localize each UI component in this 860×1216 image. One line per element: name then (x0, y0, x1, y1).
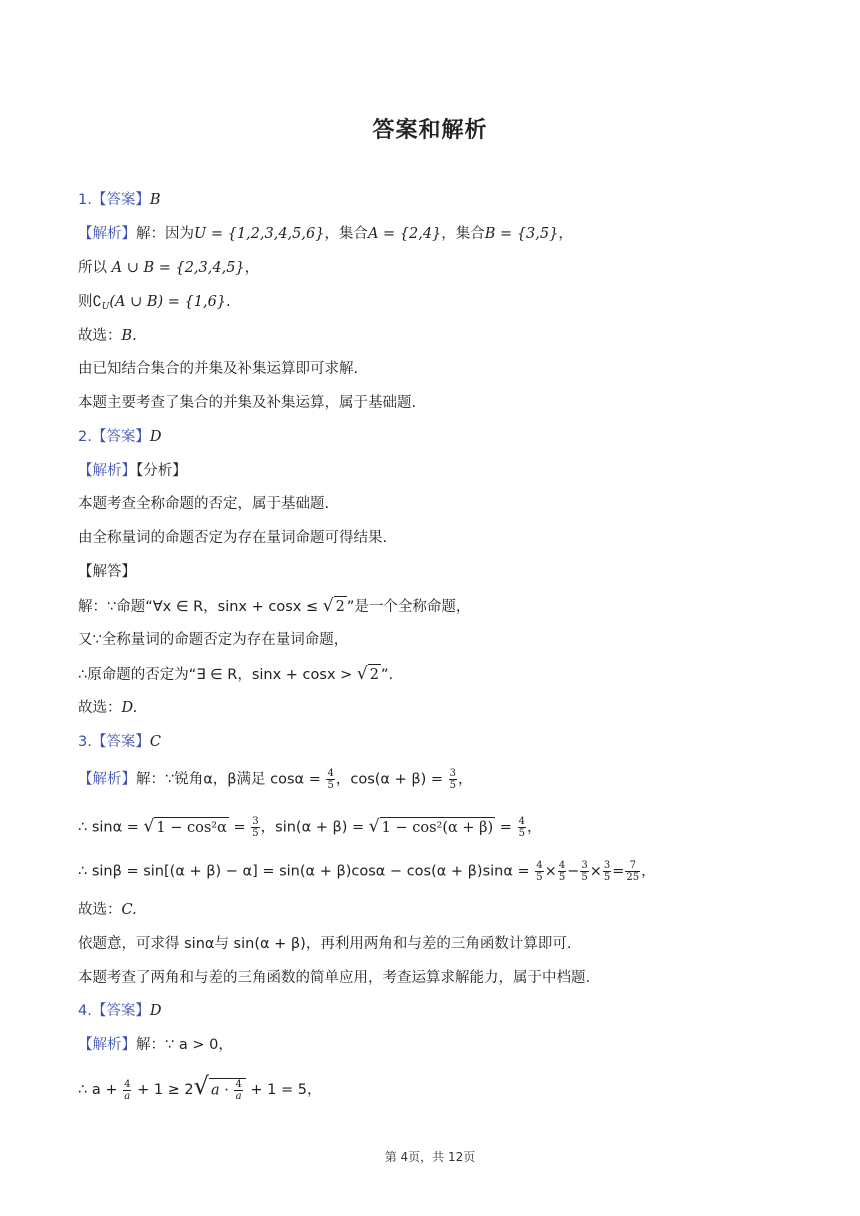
math: a · (210, 1082, 234, 1098)
text: + 1 = 5， (245, 1082, 322, 1098)
text: ”是一个全称命题， (346, 599, 471, 615)
numerator: 3 (252, 816, 259, 827)
q2-negation-rule-line: 又∵全称量词的命题否定为存在量词命题， (78, 632, 349, 648)
q3-analysis-line (78, 768, 473, 791)
math: U = {1,2,3,4,5,6} (194, 226, 325, 242)
fraction (326, 768, 334, 791)
text: ，sin(α + β) = (260, 819, 369, 836)
q3-sinbeta-line (78, 860, 656, 883)
radical-icon: √ (356, 664, 368, 684)
radicand (209, 1078, 246, 1102)
text: ”. (380, 667, 394, 683)
q3-note-line: 依题意，可求得 sinα与 sin(α + β)，再利用两角和与差的三角函数计算即可. (78, 936, 572, 952)
denominator: 5 (581, 872, 588, 883)
math: B = {3,5} (484, 226, 559, 242)
q2-proposition-line (78, 596, 470, 617)
operator: − (567, 863, 580, 880)
analysis-tag: 【解析】 (78, 771, 136, 788)
text: = (228, 819, 251, 836)
denominator: 5 (449, 780, 456, 791)
math: 1 − cos²(α + β) (380, 817, 496, 838)
fraction (518, 816, 526, 839)
q2-note1-line: 本题考查全称命题的否定，属于基础题. (78, 496, 330, 512)
text: 解：因为 (136, 226, 194, 242)
analysis-tag: 【解析】 (78, 226, 136, 242)
q1-analysis-line (78, 224, 573, 244)
denominator: a (124, 1090, 131, 1102)
q2-negation-line (78, 664, 393, 685)
numerator: 4 (124, 1078, 131, 1090)
denominator: 25 (626, 872, 640, 883)
text: 【分析】 (136, 463, 187, 479)
text: ，集合 (441, 226, 485, 242)
numerator: 7 (625, 860, 640, 872)
q2-analysis-line (78, 461, 187, 481)
text: 故选： (78, 328, 122, 344)
denominator: 5 (518, 828, 525, 839)
text: = (495, 819, 517, 836)
q1-union-line (78, 258, 259, 278)
radical-icon: √ (322, 596, 334, 616)
q1-answer: B (149, 192, 161, 208)
q1-choice-line (78, 326, 137, 346)
text: ，集合 (324, 226, 368, 242)
q3-sin-line (78, 816, 541, 839)
math: 1 − cos²α (154, 817, 229, 838)
math: 2 (368, 664, 381, 685)
denominator: 5 (603, 872, 611, 883)
text: ， (526, 819, 542, 836)
q2-note2-line: 由全称量词的命题否定为存在量词命题可得结果. (78, 530, 388, 546)
text: ∴原命题的否定为“∃ ∈ R，sinx + cosx > (78, 667, 357, 683)
q1-complement-line (78, 292, 231, 317)
analysis-tag: 【解析】 (78, 1037, 136, 1053)
q2-choice-line (78, 698, 137, 718)
fraction (603, 860, 611, 883)
numerator: 3 (449, 768, 456, 779)
fraction (449, 768, 457, 791)
answer-tag: 【答案】 (91, 1003, 150, 1019)
fraction (558, 860, 566, 883)
answer-tag: 【答案】 (91, 192, 150, 208)
text: 解：∵ a > 0， (136, 1037, 233, 1053)
q1-note-line: 由已知结合集合的并集及补集运算即可求解. (78, 361, 359, 377)
text: 故选： (78, 700, 122, 716)
numerator: 4 (518, 816, 525, 827)
numerator: 4 (536, 860, 543, 871)
fraction (580, 860, 588, 883)
q1-summary-line: 本题主要考查了集合的并集及补集运算，属于基础题. (78, 395, 417, 411)
operator: × (589, 863, 602, 880)
numerator: 4 (235, 1078, 242, 1090)
numerator: 4 (327, 768, 334, 779)
text: 所以 (78, 260, 107, 276)
numerator: 3 (581, 860, 588, 871)
operator: × (544, 863, 557, 880)
math: ∁ (92, 294, 102, 310)
operator: = (612, 863, 625, 880)
text: ， (641, 863, 656, 880)
denominator: a (235, 1090, 242, 1102)
text: + 1 ≥ 2 (132, 1082, 194, 1098)
fraction (234, 1079, 242, 1102)
q4-answer-line (78, 1001, 161, 1021)
math: C. (121, 902, 137, 918)
math: A ∪ B = {2,3,4,5} (111, 260, 245, 276)
math: A = {2,4} (367, 226, 442, 242)
math: U (101, 302, 110, 312)
text: ， (558, 226, 573, 242)
fraction (625, 860, 640, 883)
page-title: 答案和解析 (372, 118, 488, 143)
radical-icon: √ (193, 1072, 209, 1100)
q2-number: 2. (78, 429, 92, 445)
text: 解：∵锐角α，β满足 cosα = (136, 771, 326, 788)
denominator: 5 (536, 872, 543, 883)
q2-solution-heading: 【解答】 (78, 564, 136, 580)
text: ， (244, 260, 260, 276)
denominator: 5 (252, 828, 259, 839)
q2-answer-line (78, 427, 161, 447)
q3-choice-line (78, 900, 137, 920)
q3-answer-line (78, 732, 161, 752)
q4-analysis-line (78, 1035, 233, 1055)
q1-answer-line (78, 190, 161, 210)
q1-number: 1. (78, 192, 92, 208)
text: 故选： (78, 902, 122, 918)
q4-number: 4. (78, 1003, 92, 1019)
page-footer: 第 4页，共 12页 (384, 1150, 476, 1164)
numerator: 3 (603, 860, 611, 871)
text: 解：∵命题“∀x ∈ R，sinx + cosx ≤ (78, 599, 323, 615)
math: B. (121, 328, 137, 344)
q3-number: 3. (78, 734, 92, 750)
text: 则 (78, 294, 93, 310)
q4-answer: D (149, 1003, 162, 1019)
math: (A ∪ B) = {1,6}. (109, 294, 231, 310)
answer-tag: 【答案】 (91, 429, 150, 445)
fraction (251, 816, 259, 839)
radical-icon: √ (368, 816, 380, 837)
q2-answer: D (149, 429, 162, 445)
fraction (535, 860, 543, 883)
denominator: 5 (558, 872, 566, 883)
text: ∴ sinβ = sin[(α + β) − α] = sin(α + β)cosα − cos(α + β)sinα = (78, 863, 535, 880)
math: D. (121, 700, 138, 716)
text: ，cos(α + β) = (335, 771, 448, 788)
text: ∴ a + (78, 1082, 123, 1098)
q3-summary-line: 本题考查了两角和与差的三角函数的简单应用，考查运算求解能力，属于中档题. (78, 970, 591, 986)
analysis-tag: 【解析】 (78, 463, 136, 479)
fraction (123, 1079, 131, 1102)
numerator: 4 (558, 860, 566, 871)
q4-inequality-line (78, 1072, 322, 1102)
radical-icon: √ (143, 816, 155, 837)
q3-answer: C (149, 734, 161, 750)
denominator: 5 (327, 780, 334, 791)
text: ∴ sinα = (78, 819, 144, 836)
math: 2 (334, 596, 347, 617)
answer-tag: 【答案】 (91, 734, 150, 750)
text: ， (458, 771, 473, 788)
